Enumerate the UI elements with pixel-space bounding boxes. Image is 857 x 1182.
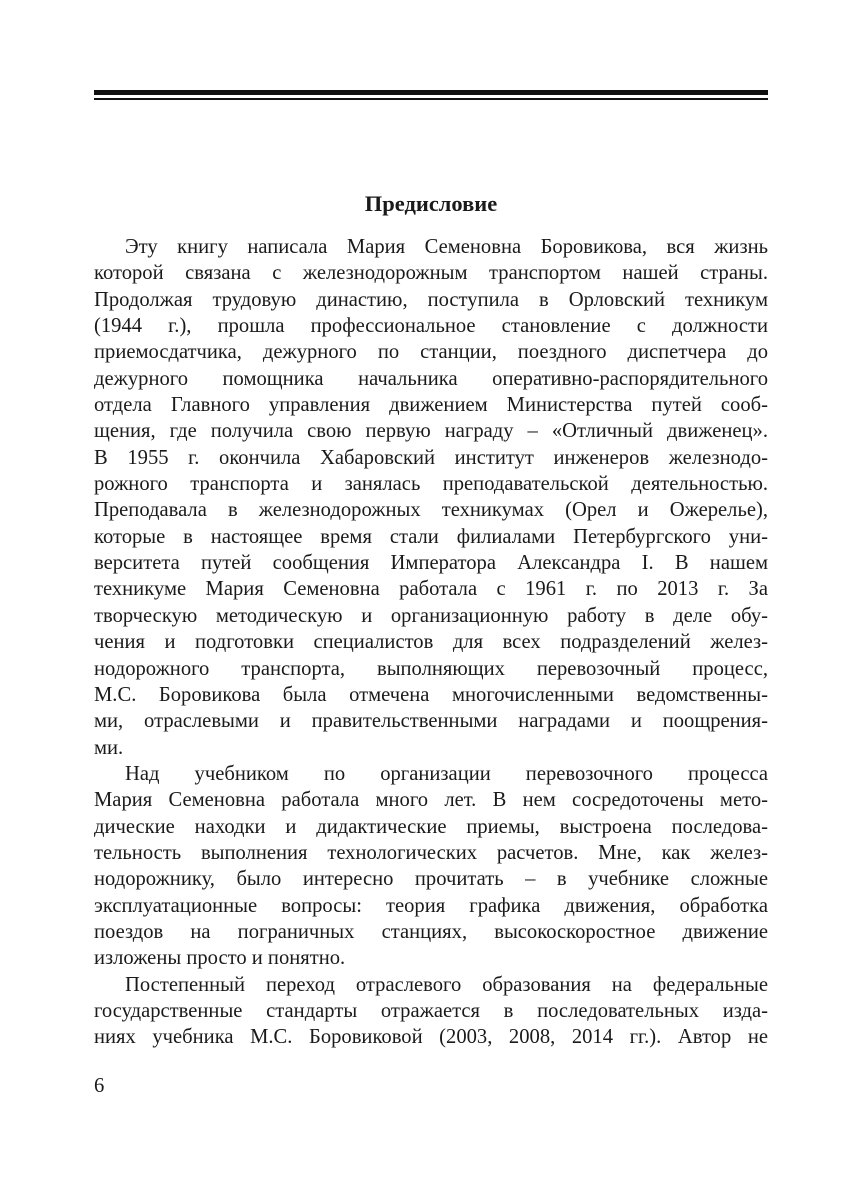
text-line: изложены просто и понятно. (94, 947, 346, 970)
text-line: техникуме Мария Семеновна работала с 1961 г. по 2013 г. За (94, 578, 768, 601)
text-line: (1944 г.), прошла профессиональное становление с должности (94, 315, 768, 338)
text-line: Мария Семеновна работала много лет. В нем сосредоточены мето- (94, 789, 768, 812)
header-rule-thick (94, 90, 768, 95)
paragraph-2 (94, 761, 768, 972)
text-line: государственные стандарты отражается в последовательных изда- (94, 999, 768, 1022)
text-line: дежурного помощника начальника оперативно-распорядительного (94, 367, 768, 390)
paragraph-1 (94, 234, 768, 761)
text-line: ми, отраслевыми и правительственными наградами и поощрения- (94, 710, 768, 733)
text-line: дические находки и дидактические приемы, выстроена последова- (94, 815, 768, 838)
text-line: Преподавала в железнодорожных техникумах (Орел и Ожерелье), (94, 499, 768, 522)
text-line: творческую методическую и организационную работу в деле обу- (94, 604, 768, 627)
text-line: эксплуатационные вопросы: теория графика движения, обработка (94, 894, 768, 917)
text-line: рожного транспорта и занялась преподавательской деятельностью. (94, 473, 768, 496)
text-line: которой связана с железнодорожным транспортом нашей страны. (94, 262, 768, 285)
text-line: нодорожнику, было интересно прочитать – в учебнике сложные (94, 868, 768, 891)
text-line: щения, где получила свою первую награду – «Отличный движенец». (94, 420, 768, 443)
text-line: приемосдатчика, дежурного по станции, поездного диспетчера до (94, 341, 768, 364)
text-line: В 1955 г. окончила Хабаровский институт инженеров железнодо- (94, 446, 768, 469)
text-line: Постепенный переход отраслевого образования на федеральные (125, 973, 768, 996)
body-text (94, 234, 768, 1051)
text-line: Эту книгу написала Мария Семеновна Боровикова, вся жизнь (125, 236, 768, 258)
text-line: поездов на пограничных станциях, высокоскоростное движение (94, 920, 768, 943)
text-line: чения и подготовки специалистов для всех подразделений желез- (94, 631, 768, 654)
text-line: ниях учебника М.С. Боровиковой (2003, 2008, 2014 гг.). Автор не (94, 1026, 768, 1049)
header-rule-thin (94, 98, 768, 100)
page-number: 6 (94, 1075, 105, 1097)
text-line: верситета путей сообщения Императора Александра I. В нашем (94, 552, 768, 575)
text-line: ми. (94, 736, 124, 759)
text-line: которые в настоящее время стали филиалами Петербургского уни- (94, 525, 768, 548)
text-line: нодорожного транспорта, выполняющих перевозочный процесс, (94, 657, 768, 680)
paragraph-3 (94, 972, 768, 1051)
text-line: Над учебником по организации перевозочного процесса (125, 762, 768, 785)
text-line: тельность выполнения технологических расчетов. Мне, как желез- (94, 841, 768, 864)
text-line: М.С. Боровикова была отмечена многочисленными ведомственны- (94, 683, 768, 706)
page-title: Предисловие (364, 191, 498, 216)
text-line: отдела Главного управления движением Министерства путей сооб- (94, 394, 768, 417)
text-line: Продолжая трудовую династию, поступила в Орловский техникум (94, 288, 768, 311)
